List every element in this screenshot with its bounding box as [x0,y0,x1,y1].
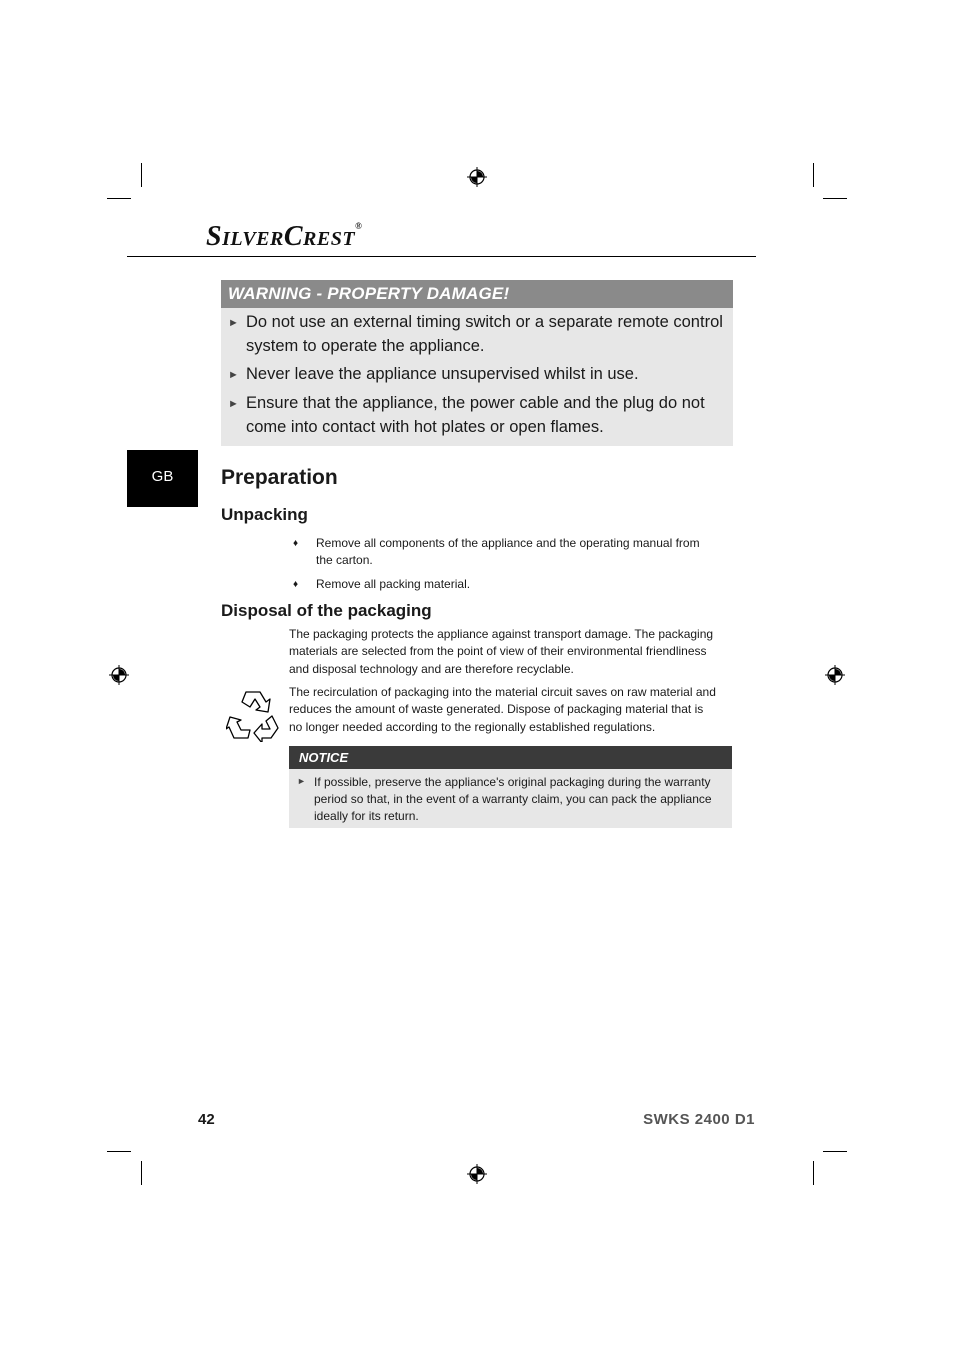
list-item-line: Remove all packing material. [316,577,471,591]
notice-line: period so that, in the event of a warranty claim, you can pack the appliance [314,792,712,806]
notice-text [314,774,724,825]
warning-item [246,362,726,386]
brand-logo [206,221,362,253]
warning-item-line: system to operate the appliance. [246,337,485,355]
notice-box [289,746,732,828]
paragraph-line: materials are selected from the point of view of their environmental friendliness [289,644,707,659]
registration-mark-icon [825,665,845,685]
arrow-bullet-icon: ► [228,398,239,410]
registered-mark: ® [355,221,363,231]
disposal-paragraph [289,626,733,678]
brand-letter: S [206,221,223,252]
registration-mark-icon [109,665,129,685]
arrow-bullet-icon: ► [297,776,306,786]
warning-title: WARNING - PROPERTY DAMAGE! [228,284,510,303]
page-number: 42 [198,1111,215,1128]
header-rule [127,256,756,257]
brand-letter: C [283,221,304,252]
disposal-paragraph [289,684,733,736]
recycle-icon [226,686,284,742]
arrow-bullet-icon: ► [228,317,239,329]
crop-mark [141,1161,142,1185]
list-item [316,576,726,593]
list-item-line: Remove all components of the appliance and the operating manual from [316,536,700,550]
arrow-bullet-icon: ► [228,369,239,381]
paragraph-line: no longer needed according to the regionally established regulations. [289,719,656,734]
warning-item-line: come into contact with hot plates or open flames. [246,418,604,436]
diamond-bullet-icon: ♦ [293,579,299,590]
model-number: SWKS 2400 D1 [643,1111,755,1128]
paragraph-line: The recirculation of packaging into the material circuit saves on raw material and [289,685,716,699]
crop-mark [823,1151,847,1152]
notice-title: NOTICE [299,750,349,765]
paragraph-line: and disposal technology and are therefore recyclable. [289,661,574,676]
crop-mark [813,1161,814,1185]
language-tab-label: GB [151,468,174,485]
diamond-bullet-icon: ♦ [293,538,299,549]
section-title: Preparation [221,466,338,489]
paragraph-line: The packaging protects the appliance against transport damage. The packaging [289,627,714,641]
warning-item [246,310,726,358]
unpacking-title: Unpacking [221,505,308,524]
disposal-title: Disposal of the packaging [221,601,432,620]
brand-letters: ILVER [222,228,284,250]
crop-mark [141,163,142,187]
brand-letters: REST [303,228,356,250]
warning-header [221,280,733,308]
paragraph-line: reduces the amount of waste generated. Dispose of packaging material that is [289,702,704,717]
crop-mark [107,198,131,199]
warning-item [246,391,726,439]
notice-header [289,746,732,769]
notice-line: ideally for its return. [314,809,419,823]
warning-box [221,280,733,446]
registration-mark-icon [467,1164,487,1184]
list-item-line: the carton. [316,553,373,567]
notice-line: If possible, preserve the appliance's original packaging during the warranty [314,775,711,789]
crop-mark [107,1151,131,1152]
registration-mark-icon [467,167,487,187]
language-tab [127,450,198,507]
crop-mark [823,198,847,199]
warning-item-line: Do not use an external timing switch or a separate remote control [246,313,723,331]
list-item [316,535,726,569]
warning-item-line: Never leave the appliance unsupervised whilst in use. [246,365,639,383]
warning-item-line: Ensure that the appliance, the power cable and the plug do not [246,394,705,412]
crop-mark [813,163,814,187]
